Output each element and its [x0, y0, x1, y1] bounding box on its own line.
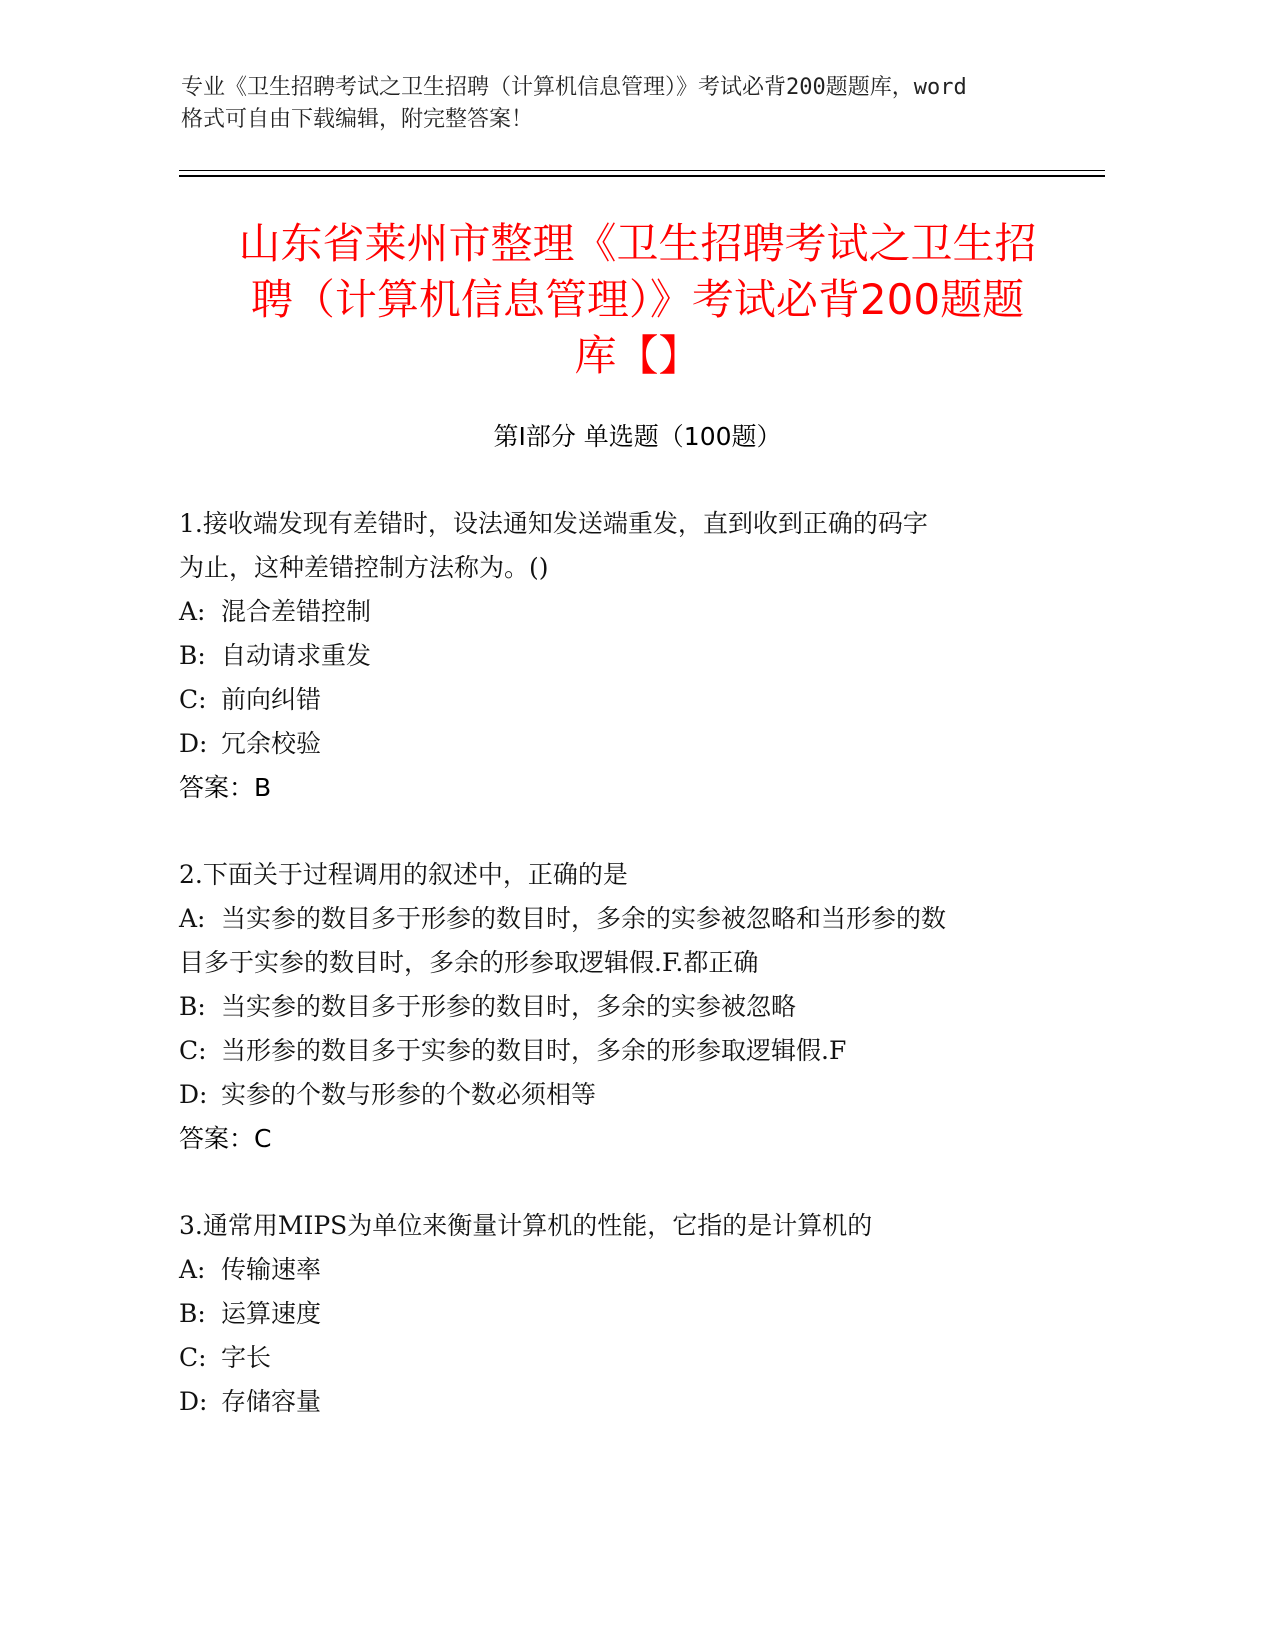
option-d [179, 1077, 1069, 1121]
option-b [179, 989, 1069, 1033]
option-text: 当形参的数目多于实参的数目时，多余的形参取逻辑假.F [221, 1036, 847, 1065]
question-2 [179, 857, 1069, 1165]
question-stem-line: 2.下面关于过程调用的叙述中，正确的是 [179, 860, 628, 889]
option-d [179, 726, 1069, 770]
option-c [179, 1340, 1069, 1384]
option-key: D: [179, 1387, 208, 1416]
option-key: B: [179, 1299, 206, 1328]
option-key: A: [179, 597, 206, 626]
question-stem-line: 1.接收端发现有差错时，设法通知发送端重发，直到收到正确的码字 [179, 509, 928, 538]
question-stem-line: 3.通常用MIPS为单位来衡量计算机的性能，它指的是计算机的 [179, 1211, 873, 1240]
option-key: D: [179, 729, 208, 758]
question-spacer [179, 814, 1069, 857]
option-key: D: [179, 1080, 208, 1109]
title-line-1: 山东省莱州市整理《卫生招聘考试之卫生招 [238, 219, 1037, 268]
option-c [179, 1033, 1069, 1077]
option-b [179, 1296, 1069, 1340]
option-c [179, 682, 1069, 726]
option-text: 实参的个数与形参的个数必须相等 [221, 1080, 597, 1109]
option-key: B: [179, 641, 206, 670]
option-key: A: [179, 904, 206, 933]
option-text: 字长 [221, 1343, 272, 1372]
option-b [179, 638, 1069, 682]
header-divider-thick [179, 175, 1105, 177]
option-text: 当实参的数目多于形参的数目时，多余的实参被忽略 [221, 992, 797, 1021]
option-text: 自动请求重发 [221, 641, 372, 670]
option-text: 混合差错控制 [221, 597, 372, 626]
option-a [179, 1252, 1069, 1296]
question-3 [179, 1208, 1069, 1428]
option-text: 当实参的数目多于形参的数目时，多余的实参被忽略和当形参的数 [221, 904, 947, 933]
title-line-3: 库【】 [574, 331, 701, 380]
header-note-line-2: 格式可自由下载编辑，附完整答案！ [181, 107, 534, 132]
question-stem-line: 为止，这种差错控制方法称为。() [179, 553, 549, 582]
option-text: 传输速率 [221, 1255, 322, 1284]
option-text: 冗余校验 [221, 729, 322, 758]
question-list [179, 506, 1069, 1428]
answer-line: 答案：C [179, 1124, 272, 1153]
option-d [179, 1384, 1069, 1428]
document-title [150, 216, 1125, 384]
header-divider-thin [179, 170, 1105, 171]
question-spacer [179, 1165, 1069, 1208]
question-1 [179, 506, 1069, 814]
option-a [179, 594, 1069, 638]
option-a-continuation: 目多于实参的数目时，多余的形参取逻辑假.F.都正确 [179, 948, 759, 977]
header-note [181, 72, 1061, 136]
header-note-line-1: 专业《卫生招聘考试之卫生招聘（计算机信息管理）》考试必背200题题库，word [181, 75, 967, 100]
option-key: B: [179, 992, 206, 1021]
option-key: C: [179, 685, 207, 714]
option-key: C: [179, 1343, 207, 1372]
option-key: C: [179, 1036, 207, 1065]
option-a [179, 901, 1069, 945]
title-line-2: 聘（计算机信息管理）》考试必背200题题 [250, 275, 1025, 324]
answer-line: 答案：B [179, 773, 272, 802]
section-heading: 第Ⅰ部分 单选题（100题） [493, 422, 782, 451]
option-key: A: [179, 1255, 206, 1284]
option-text: 运算速度 [221, 1299, 322, 1328]
option-text: 存储容量 [221, 1387, 322, 1416]
option-text: 前向纠错 [221, 685, 322, 714]
